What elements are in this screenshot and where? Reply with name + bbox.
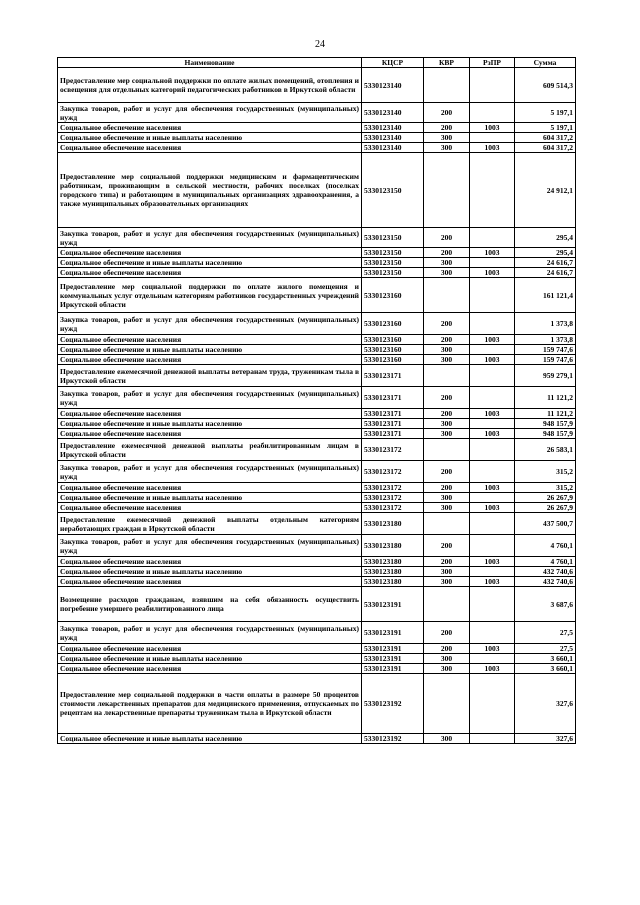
- cell-rzpr: [470, 387, 515, 409]
- cell-kvr: 200: [424, 228, 470, 248]
- cell-name: Закупка товаров, работ и услуг для обеспечения государственных (муниципальных) нужд: [58, 461, 362, 483]
- cell-rzpr: [470, 313, 515, 335]
- table-row: [58, 567, 576, 577]
- cell-name: Социальное обеспечение и иные выплаты населению: [58, 567, 362, 577]
- cell-sum: 3 660,1: [515, 664, 576, 674]
- cell-kcsr: 5330123191: [362, 644, 424, 654]
- cell-sum: 295,4: [515, 228, 576, 248]
- cell-name: Социальное обеспечение населения: [58, 248, 362, 258]
- table-row: [58, 123, 576, 133]
- cell-kvr: 200: [424, 123, 470, 133]
- cell-sum: 5 197,1: [515, 103, 576, 123]
- cell-kvr: 200: [424, 387, 470, 409]
- cell-name: Социальное обеспечение и иные выплаты населению: [58, 734, 362, 744]
- cell-name: Предоставление ежемесячной денежной выплаты ветеранам труда, труженикам тыла в Иркутской области: [58, 365, 362, 387]
- table-row: [58, 268, 576, 278]
- cell-rzpr: [470, 228, 515, 248]
- table-row: [58, 409, 576, 419]
- cell-kvr: 200: [424, 409, 470, 419]
- cell-rzpr: 1003: [470, 143, 515, 153]
- table-row: [58, 387, 576, 409]
- cell-kvr: 200: [424, 248, 470, 258]
- cell-kcsr: 5330123180: [362, 535, 424, 557]
- cell-kvr: 200: [424, 535, 470, 557]
- cell-name: Социальное обеспечение и иные выплаты населению: [58, 345, 362, 355]
- cell-kvr: 300: [424, 429, 470, 439]
- cell-name: Социальное обеспечение и иные выплаты населению: [58, 133, 362, 143]
- cell-name: Социальное обеспечение населения: [58, 143, 362, 153]
- cell-kvr: [424, 153, 470, 228]
- cell-rzpr: [470, 567, 515, 577]
- cell-name: Предоставление мер социальной поддержки в части оплаты в размере 50 процентов стоимости лекарственных препаратов для медицинского применения, отпускаемых по рецептам на лекарственные препараты труженикам тыла в Иркутской области: [58, 674, 362, 734]
- cell-sum: 3 660,1: [515, 654, 576, 664]
- cell-kvr: [424, 68, 470, 103]
- header-kvr: КВР: [424, 58, 470, 68]
- cell-rzpr: [470, 365, 515, 387]
- cell-rzpr: [470, 587, 515, 622]
- cell-sum: 27,5: [515, 622, 576, 644]
- cell-rzpr: [470, 654, 515, 664]
- cell-name: Предоставление мер социальной поддержки по оплате жилых помещений, отопления и освещения для отдельных категорий педагогических работников в Иркутской области: [58, 68, 362, 103]
- cell-name: Закупка товаров, работ и услуг для обеспечения государственных (муниципальных) нужд: [58, 622, 362, 644]
- cell-kcsr: 5330123172: [362, 439, 424, 461]
- cell-kvr: 300: [424, 143, 470, 153]
- table-row: [58, 622, 576, 644]
- cell-sum: 161 121,4: [515, 278, 576, 313]
- cell-kcsr: 5330123160: [362, 345, 424, 355]
- cell-kvr: [424, 365, 470, 387]
- table-row: [58, 577, 576, 587]
- table-row: [58, 355, 576, 365]
- cell-kcsr: 5330123180: [362, 567, 424, 577]
- cell-kvr: 300: [424, 419, 470, 429]
- table-row: [58, 674, 576, 734]
- cell-kcsr: 5330123171: [362, 387, 424, 409]
- cell-kcsr: 5330123192: [362, 674, 424, 734]
- cell-kcsr: 5330123172: [362, 483, 424, 493]
- cell-sum: 11 121,2: [515, 387, 576, 409]
- cell-kcsr: 5330123172: [362, 503, 424, 513]
- cell-sum: 4 760,1: [515, 557, 576, 567]
- cell-name: Закупка товаров, работ и услуг для обеспечения государственных (муниципальных) нужд: [58, 313, 362, 335]
- cell-rzpr: [470, 461, 515, 483]
- cell-kcsr: 5330123192: [362, 734, 424, 744]
- table-row: [58, 228, 576, 248]
- cell-rzpr: [470, 133, 515, 143]
- cell-rzpr: [470, 734, 515, 744]
- cell-name: Возмещение расходов гражданам, взявшим на себя обязанность осуществить погребение умершего реабилитированного лица: [58, 587, 362, 622]
- cell-kvr: [424, 513, 470, 535]
- cell-sum: 295,4: [515, 248, 576, 258]
- table-row: [58, 335, 576, 345]
- cell-kvr: 300: [424, 664, 470, 674]
- cell-sum: 609 514,3: [515, 68, 576, 103]
- table-row: [58, 248, 576, 258]
- cell-name: Социальное обеспечение населения: [58, 644, 362, 654]
- cell-kvr: 200: [424, 313, 470, 335]
- cell-name: Предоставление мер социальной поддержки медицинским и фармацевтическим работникам, проживающим в сельской местности, рабочих поселках (поселках городского типа) и работающим в муниципальных организациях здравоохранения, а также муниципальных образовательных организациях: [58, 153, 362, 228]
- cell-rzpr: 1003: [470, 577, 515, 587]
- cell-rzpr: 1003: [470, 483, 515, 493]
- cell-sum: 327,6: [515, 734, 576, 744]
- cell-kcsr: 5330123150: [362, 228, 424, 248]
- table-body: [58, 68, 576, 744]
- cell-name: Социальное обеспечение населения: [58, 335, 362, 345]
- cell-sum: 26 583,1: [515, 439, 576, 461]
- table-row: [58, 68, 576, 103]
- cell-rzpr: [470, 153, 515, 228]
- table-row: [58, 644, 576, 654]
- cell-name: Социальное обеспечение и иные выплаты населению: [58, 654, 362, 664]
- table-row: [58, 461, 576, 483]
- table-row: [58, 103, 576, 123]
- cell-rzpr: 1003: [470, 429, 515, 439]
- cell-rzpr: [470, 513, 515, 535]
- cell-sum: 1 373,8: [515, 335, 576, 345]
- cell-rzpr: 1003: [470, 355, 515, 365]
- cell-name: Предоставление мер социальной поддержки по оплате жилого помещения и коммунальных услуг отдельным категориям работников государственных учреждений Иркутской области: [58, 278, 362, 313]
- cell-name: Социальное обеспечение населения: [58, 409, 362, 419]
- cell-sum: 315,2: [515, 461, 576, 483]
- cell-kcsr: 5330123150: [362, 268, 424, 278]
- cell-sum: 26 267,9: [515, 493, 576, 503]
- cell-kvr: 200: [424, 483, 470, 493]
- cell-rzpr: 1003: [470, 123, 515, 133]
- table-row: [58, 535, 576, 557]
- table-row: [58, 734, 576, 744]
- cell-sum: 432 740,6: [515, 567, 576, 577]
- cell-kvr: 300: [424, 567, 470, 577]
- table-row: [58, 258, 576, 268]
- cell-kvr: 300: [424, 503, 470, 513]
- cell-name: Социальное обеспечение населения: [58, 429, 362, 439]
- table-row: [58, 153, 576, 228]
- cell-rzpr: [470, 535, 515, 557]
- cell-kvr: 300: [424, 654, 470, 664]
- cell-sum: 24 616,7: [515, 268, 576, 278]
- cell-kvr: [424, 674, 470, 734]
- cell-rzpr: 1003: [470, 335, 515, 345]
- cell-kvr: 200: [424, 103, 470, 123]
- cell-name: Закупка товаров, работ и услуг для обеспечения государственных (муниципальных) нужд: [58, 387, 362, 409]
- cell-name: Социальное обеспечение населения: [58, 268, 362, 278]
- cell-name: Закупка товаров, работ и услуг для обеспечения государственных (муниципальных) нужд: [58, 228, 362, 248]
- page-number: 24: [315, 39, 325, 50]
- cell-sum: 432 740,6: [515, 577, 576, 587]
- cell-kcsr: 5330123140: [362, 123, 424, 133]
- cell-kvr: 300: [424, 133, 470, 143]
- cell-kvr: 300: [424, 734, 470, 744]
- cell-rzpr: [470, 439, 515, 461]
- cell-kcsr: 5330123171: [362, 365, 424, 387]
- table-row: [58, 419, 576, 429]
- cell-sum: 159 747,6: [515, 355, 576, 365]
- table-row: [58, 439, 576, 461]
- cell-rzpr: [470, 68, 515, 103]
- cell-kcsr: 5330123180: [362, 557, 424, 567]
- cell-name: Предоставление ежемесячной денежной выплаты реабилитированным лицам в Иркутской области: [58, 439, 362, 461]
- table-row: [58, 513, 576, 535]
- cell-kcsr: 5330123191: [362, 622, 424, 644]
- cell-kcsr: 5330123191: [362, 654, 424, 664]
- budget-table: [57, 57, 576, 744]
- cell-kvr: 300: [424, 345, 470, 355]
- cell-kcsr: 5330123160: [362, 335, 424, 345]
- header-kcsr: КЦСР: [362, 58, 424, 68]
- cell-name: Социальное обеспечение населения: [58, 557, 362, 567]
- cell-rzpr: 1003: [470, 557, 515, 567]
- cell-sum: 948 157,9: [515, 429, 576, 439]
- cell-kcsr: 5330123191: [362, 664, 424, 674]
- cell-kcsr: 5330123172: [362, 461, 424, 483]
- cell-rzpr: [470, 493, 515, 503]
- table-row: [58, 483, 576, 493]
- cell-rzpr: 1003: [470, 503, 515, 513]
- table-row: [58, 313, 576, 335]
- cell-kcsr: 5330123150: [362, 258, 424, 268]
- cell-sum: 959 279,1: [515, 365, 576, 387]
- table-row: [58, 664, 576, 674]
- table-row: [58, 143, 576, 153]
- cell-kcsr: 5330123172: [362, 493, 424, 503]
- cell-sum: 27,5: [515, 644, 576, 654]
- cell-sum: 159 747,6: [515, 345, 576, 355]
- table-row: [58, 587, 576, 622]
- cell-rzpr: [470, 103, 515, 123]
- header-rzpr: РзПР: [470, 58, 515, 68]
- cell-kvr: 200: [424, 335, 470, 345]
- table-row: [58, 654, 576, 664]
- cell-name: Предоставление ежемесячной денежной выплаты отдельным категориям неработающих граждан в Иркутской области: [58, 513, 362, 535]
- cell-kcsr: 5330123191: [362, 587, 424, 622]
- cell-rzpr: 1003: [470, 248, 515, 258]
- cell-rzpr: [470, 674, 515, 734]
- cell-rzpr: 1003: [470, 644, 515, 654]
- cell-kcsr: 5330123160: [362, 313, 424, 335]
- cell-name: Социальное обеспечение населения: [58, 483, 362, 493]
- cell-kcsr: 5330123171: [362, 409, 424, 419]
- cell-sum: 1 373,8: [515, 313, 576, 335]
- cell-sum: 24 616,7: [515, 258, 576, 268]
- cell-rzpr: [470, 419, 515, 429]
- cell-name: Закупка товаров, работ и услуг для обеспечения государственных (муниципальных) нужд: [58, 535, 362, 557]
- cell-name: Социальное обеспечение и иные выплаты населению: [58, 493, 362, 503]
- cell-kcsr: 5330123140: [362, 133, 424, 143]
- cell-sum: 11 121,2: [515, 409, 576, 419]
- cell-sum: 24 912,1: [515, 153, 576, 228]
- cell-rzpr: [470, 345, 515, 355]
- cell-sum: 437 500,7: [515, 513, 576, 535]
- cell-kvr: 300: [424, 268, 470, 278]
- cell-kcsr: 5330123140: [362, 68, 424, 103]
- cell-rzpr: [470, 622, 515, 644]
- table-row: [58, 503, 576, 513]
- cell-kvr: [424, 278, 470, 313]
- cell-sum: 5 197,1: [515, 123, 576, 133]
- cell-sum: 948 157,9: [515, 419, 576, 429]
- cell-sum: 315,2: [515, 483, 576, 493]
- cell-name: Социальное обеспечение и иные выплаты населению: [58, 419, 362, 429]
- cell-kvr: 200: [424, 622, 470, 644]
- cell-name: Социальное обеспечение населения: [58, 123, 362, 133]
- table-row: [58, 278, 576, 313]
- cell-rzpr: 1003: [470, 664, 515, 674]
- cell-kcsr: 5330123160: [362, 355, 424, 365]
- cell-sum: 26 267,9: [515, 503, 576, 513]
- cell-kcsr: 5330123140: [362, 143, 424, 153]
- header-name: Наименование: [58, 58, 362, 68]
- cell-kvr: 300: [424, 355, 470, 365]
- cell-kvr: 200: [424, 557, 470, 567]
- cell-kcsr: 5330123180: [362, 513, 424, 535]
- cell-name: Социальное обеспечение населения: [58, 664, 362, 674]
- cell-name: Закупка товаров, работ и услуг для обеспечения государственных (муниципальных) нужд: [58, 103, 362, 123]
- cell-name: Социальное обеспечение населения: [58, 503, 362, 513]
- cell-kvr: 300: [424, 577, 470, 587]
- table-row: [58, 365, 576, 387]
- cell-sum: 3 687,6: [515, 587, 576, 622]
- table-row: [58, 429, 576, 439]
- table-row: [58, 345, 576, 355]
- table-row: [58, 557, 576, 567]
- cell-sum: 604 317,2: [515, 133, 576, 143]
- cell-sum: 327,6: [515, 674, 576, 734]
- cell-kcsr: 5330123140: [362, 103, 424, 123]
- cell-rzpr: 1003: [470, 409, 515, 419]
- header-sum: Сумма: [515, 58, 576, 68]
- cell-kvr: [424, 587, 470, 622]
- cell-kcsr: 5330123160: [362, 278, 424, 313]
- cell-rzpr: [470, 258, 515, 268]
- cell-rzpr: [470, 278, 515, 313]
- cell-kvr: 300: [424, 493, 470, 503]
- cell-kcsr: 5330123150: [362, 153, 424, 228]
- cell-kvr: 200: [424, 644, 470, 654]
- table-row: [58, 493, 576, 503]
- cell-sum: 604 317,2: [515, 143, 576, 153]
- cell-name: Социальное обеспечение населения: [58, 355, 362, 365]
- cell-name: Социальное обеспечение населения: [58, 577, 362, 587]
- cell-kcsr: 5330123171: [362, 429, 424, 439]
- cell-kvr: 300: [424, 258, 470, 268]
- cell-kvr: [424, 439, 470, 461]
- cell-sum: 4 760,1: [515, 535, 576, 557]
- cell-kcsr: 5330123150: [362, 248, 424, 258]
- cell-kvr: 200: [424, 461, 470, 483]
- table-row: [58, 133, 576, 143]
- cell-kcsr: 5330123180: [362, 577, 424, 587]
- cell-kcsr: 5330123171: [362, 419, 424, 429]
- table-header-row: [58, 58, 576, 68]
- cell-rzpr: 1003: [470, 268, 515, 278]
- cell-name: Социальное обеспечение и иные выплаты населению: [58, 258, 362, 268]
